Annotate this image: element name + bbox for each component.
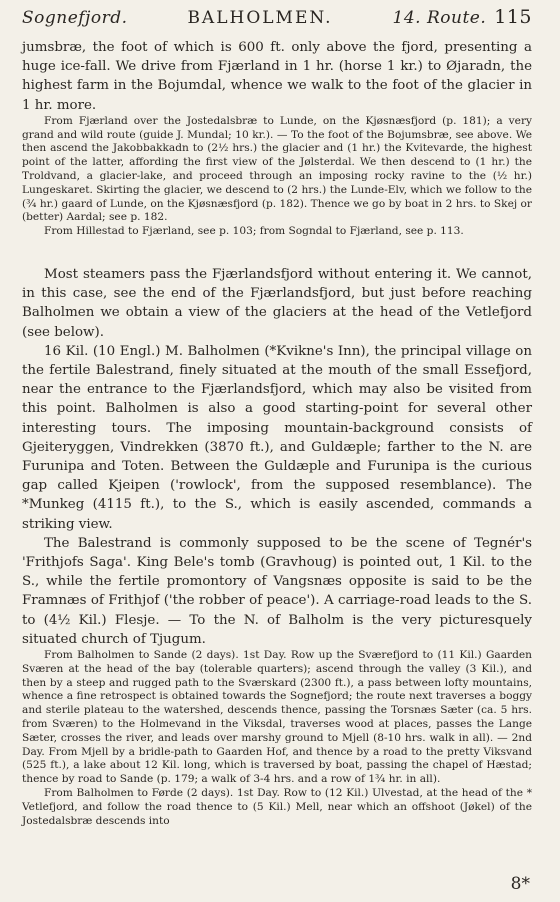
running-header [22, 6, 532, 28]
page-number: 115 [494, 6, 532, 28]
body-paragraph: jumsbræ, the foot of which is 600 ft. only above the fjord, presenting a huge ice-fall. We drive from Fjærland in 1 hr. (horse 1 kr.) to Øjaradn, the highest farm in the Bojumdal, whence we walk to the foot of the glacier in 1 hr. more. [22, 40, 532, 113]
fine-print-paragraph: From Hillestad to Fjærland, see p. 103; from Sogndal to Fjærland, see p. 113. [44, 225, 464, 238]
section-gap [22, 239, 532, 265]
fine-print-paragraph: From Fjærland over the Jostedalsbræ to Lunde, on the Kjøsnæsfjord (p. 181); a very grand and wild route (guide J. Mundal; 10 kr.). — To the foot of the Bojumsbræ, see above. We then ascend the Jakobbakkadn to (2½ hrs.) the glacier and (1 hr.) the Kvitevarde, the highest point of the latter, affording the first view of the Jølsterdal. We then descend to (1 hr.) the Troldvand, a glacier-lake, and proceed through an imposing rocky ravine to the (½ hr.) Lungeskaret. Skirting the glacier, we descend to (2 hrs.) the Lunde-Elv, which we follow to the (¾ hr.) gaard of Lunde, on the Kjøsnæsfjord (p. 182). Thence we go by boat in 2 hrs. to Skej or (better) Aardal; see p. 182. [22, 114, 532, 224]
printer-signature: 8* [510, 874, 530, 894]
header-route [393, 6, 532, 28]
body-paragraph: 16 Kil. (10 Engl.) M. Balholmen (*Kvikne's Inn), the principal village on the fertile Balestrand, finely situated at the mouth of the small Essefjord, near the entrance to the Fjærlandsfjord, which may also be visited from this point. Balholmen is also a good starting-point for several other interesting tours. The imposing mountain-background consists of Gjeiteryggen, Vindrekken (3870 ft.), and Guldæple; farther to the N. are Furunipa and Toten. Between the Guldæple and Furunipa is the curious gap called Kjeipen ('rowlock', from the supposed resemblance). The *Munkeg (4115 ft.), to the S., which is easily ascended, commands a striking view. [22, 343, 532, 532]
body-paragraph: The Balestrand is commonly supposed to be the scene of Tegnér's 'Frithjofs Saga'. King Bele's tomb (Gravhoug) is pointed out, 1 Kil. to the S., while the fertile promontory of Vangsnæs opposite is said to be the Framnæs of Frithjof ('the robber of peace'). A carriage-road leads to the S. to (4½ Kil.) Flesje. — To the N. of Balholm is the very picturesquely situated church of Tjugum. [22, 535, 532, 647]
body-paragraph: Most steamers pass the Fjærlandsfjord without entering it. We cannot, in this case, see the end of the Fjærlandsfjord, but just before reaching Balholmen we obtain a view of the glaciers at the head of the Vetlefjord (see below). [22, 266, 532, 340]
header-place-title: BALHOLMEN. [187, 8, 333, 28]
body-text [22, 38, 532, 828]
fine-print-paragraph: From Balholmen to Sande (2 days). 1st Day. Row up the Sværefjord to (11 Kil.) Gaarden Sværen at the head of the bay (tolerable quarters); ascend through the valley (3 Kil.), and then by a steep and rugged path to the Sværskard (2300 ft.), a pass between lofty mountains, whence a fine retrospect is obtained towards the Sognefjord; the route next traverses a boggy and sterile plateau to the watershed, descends thence, passing the Torsnæs Sæter (ca. 5 hrs. from Sværen) to the Holmevand in the Viksdal, traverses wood at places, passes the Lange Sæter, crosses the river, and leads over marshy ground to Mjell (8-10 hrs. walk in all). — 2nd Day. From Mjell by a bridle-path to Gaarden Hof, and thence by a road to the pretty Viksvand (525 ft.), a lake about 12 Kil. long, which is traversed by boat, passing the chapel of Hæstad; thence by road to Sande (p. 179; a walk of 3-4 hrs. and a row of 1¾ hr. in all). [22, 649, 532, 786]
header-section-title: Sognefjord. [22, 8, 128, 28]
header-route-label: 14. Route. [392, 8, 487, 28]
fine-print-paragraph: From Balholmen to Førde (2 days). 1st Day. Row to (12 Kil.) Ulvestad, at the head of the * Vetlefjord, and follow the road thence to (5 Kil.) Mell, near which an offshoot (Jøkel) of the Jostedalsbræ descends into [22, 787, 532, 827]
